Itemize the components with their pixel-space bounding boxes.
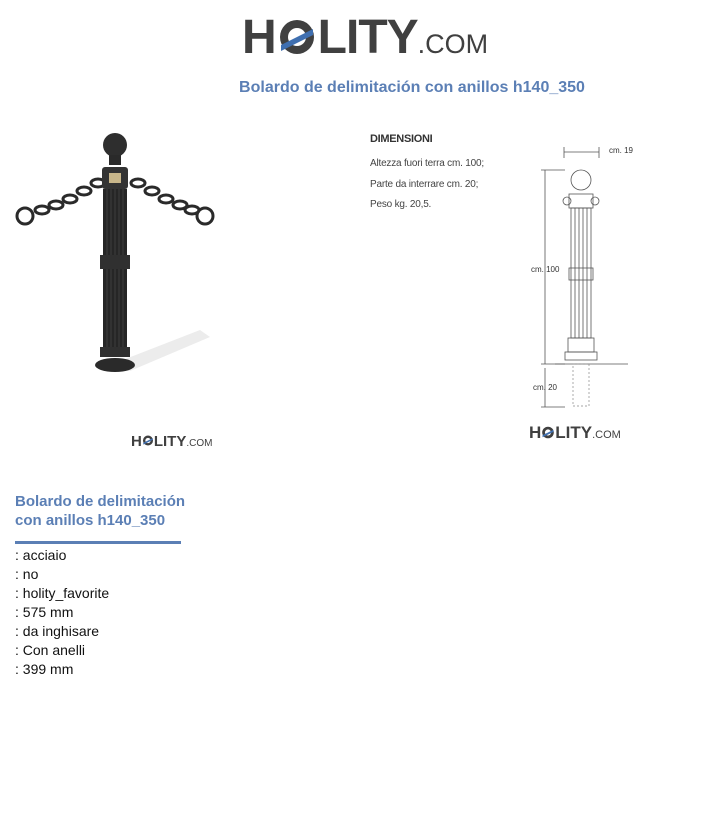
logo-o-icon <box>142 434 154 447</box>
dimensions-title: DIMENSIONI <box>370 133 433 145</box>
page-title: Bolardo de delimitación con anillos h140_350 <box>239 79 585 96</box>
dimensions-line-height: Altezza fuori terra cm. 100; <box>370 158 484 169</box>
spec-item: : no <box>15 566 39 582</box>
spec-item: : 399 mm <box>15 661 74 677</box>
logo-com: .COM <box>592 429 621 441</box>
spec-item: : acciaio <box>15 547 67 563</box>
technical-drawing <box>525 142 635 412</box>
dimensions-line-weight: Peso kg. 20,5. <box>370 199 432 210</box>
drawing-logo <box>529 423 621 443</box>
logo-h: H <box>131 433 142 450</box>
spec-list <box>15 546 109 679</box>
header-logo[interactable] <box>242 10 488 70</box>
dimension-depth-label: cm. 20 <box>533 383 558 392</box>
logo-lity: LITY <box>153 433 187 450</box>
logo-o-icon <box>541 425 555 440</box>
logo-com: .COM <box>417 29 489 59</box>
logo-lity: LITY <box>317 11 418 64</box>
spec-item: : holity_favorite <box>15 585 110 601</box>
dimension-width-label: cm. 19 <box>609 146 634 155</box>
logo-h: H <box>242 11 276 64</box>
logo-h: H <box>529 423 542 442</box>
logo-o-icon <box>277 15 317 59</box>
spec-item: : Con anelli <box>15 642 86 658</box>
title-divider <box>15 541 181 544</box>
logo-lity: LITY <box>555 423 593 442</box>
product-title: Bolardo de delimitación con anillos h140_350 <box>15 493 186 529</box>
product-photo <box>10 125 220 380</box>
spec-item: : 575 mm <box>15 604 74 620</box>
dimension-height-label: cm. 100 <box>531 265 560 274</box>
spec-item: : da inghisare <box>15 623 100 639</box>
logo-com: .COM <box>186 438 213 449</box>
dimensions-line-buried: Parte da interrare cm. 20; <box>370 179 479 190</box>
product-photo-logo <box>131 433 212 451</box>
